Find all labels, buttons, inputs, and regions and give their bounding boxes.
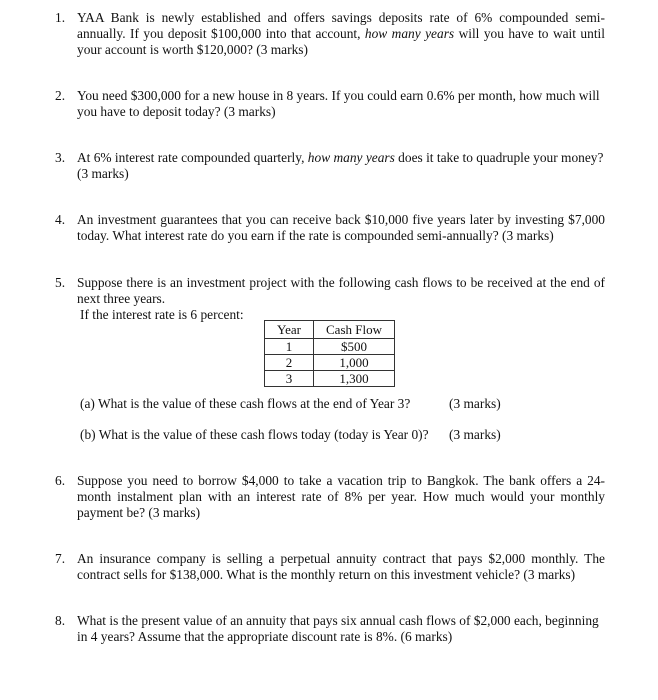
sub-question-a-marks: (3 marks) bbox=[449, 396, 501, 411]
question-text: At 6% interest rate compounded quarterly, how many years does it take to quadruple your money? (3 marks) bbox=[77, 150, 604, 181]
cash-flow-table bbox=[264, 320, 395, 387]
question-number: 3. bbox=[55, 150, 66, 165]
question-number: 7. bbox=[55, 551, 66, 566]
question-number: 4. bbox=[55, 212, 66, 227]
question-8 bbox=[55, 613, 605, 645]
question-4 bbox=[55, 212, 605, 244]
table-row bbox=[265, 339, 395, 355]
sub-question-b: (b) What is the value of these cash flows today (today is Year 0)? bbox=[80, 427, 429, 442]
question-text: YAA Bank is newly established and offers savings deposits rate of 6% compounded semi-annually. If you deposit $100,000 into that account, how many years will you have to wait until your account is worth $120,000? (3 marks) bbox=[77, 10, 605, 57]
table-cell: $500 bbox=[314, 339, 395, 355]
table-header: Cash Flow bbox=[314, 321, 395, 339]
question-1 bbox=[55, 10, 605, 58]
table-cell: 2 bbox=[265, 355, 314, 371]
question-5 bbox=[55, 275, 605, 307]
question-6 bbox=[55, 473, 605, 521]
sub-question-b-marks: (3 marks) bbox=[449, 427, 501, 442]
table-cell: 1,300 bbox=[314, 371, 395, 387]
question-number: 8. bbox=[55, 613, 66, 628]
interest-note: If the interest rate is 6 percent: bbox=[80, 307, 244, 322]
table-header-row bbox=[265, 321, 395, 339]
table-cell: 1,000 bbox=[314, 355, 395, 371]
question-text: An investment guarantees that you can receive back $10,000 five years later by investing $7,000 today. What interest rate do you earn if the rate is compounded semi-annually? (3 marks) bbox=[77, 212, 605, 243]
table-cell: 1 bbox=[265, 339, 314, 355]
sub-question-a: (a) What is the value of these cash flows at the end of Year 3? bbox=[80, 396, 411, 411]
question-number: 6. bbox=[55, 473, 66, 488]
table-row bbox=[265, 355, 395, 371]
question-number: 1. bbox=[55, 10, 66, 25]
table-cell: 3 bbox=[265, 371, 314, 387]
question-text: Suppose there is an investment project with the following cash flows to be received at the end of next three years. bbox=[77, 275, 605, 306]
question-7 bbox=[55, 551, 605, 583]
table-row bbox=[265, 371, 395, 387]
question-number: 5. bbox=[55, 275, 66, 290]
question-2 bbox=[55, 88, 605, 120]
question-3 bbox=[55, 150, 605, 182]
question-number: 2. bbox=[55, 88, 66, 103]
question-text: What is the present value of an annuity that pays six annual cash flows of $2,000 each, beginning in 4 years? Assume that the appropriate discount rate is 8%. (6 marks) bbox=[77, 613, 599, 644]
question-text: Suppose you need to borrow $4,000 to take a vacation trip to Bangkok. The bank offers a 24-month instalment plan with an interest rate of 8% per year. How much would your monthly payment be? (3 marks) bbox=[77, 473, 605, 520]
table-header: Year bbox=[265, 321, 314, 339]
question-text: An insurance company is selling a perpetual annuity contract that pays $2,000 monthly. The contract sells for $138,000. What is the monthly return on this investment vehicle? (3 marks) bbox=[77, 551, 605, 582]
question-text: You need $300,000 for a new house in 8 years. If you could earn 0.6% per month, how much will you have to deposit today? (3 marks) bbox=[77, 88, 600, 119]
